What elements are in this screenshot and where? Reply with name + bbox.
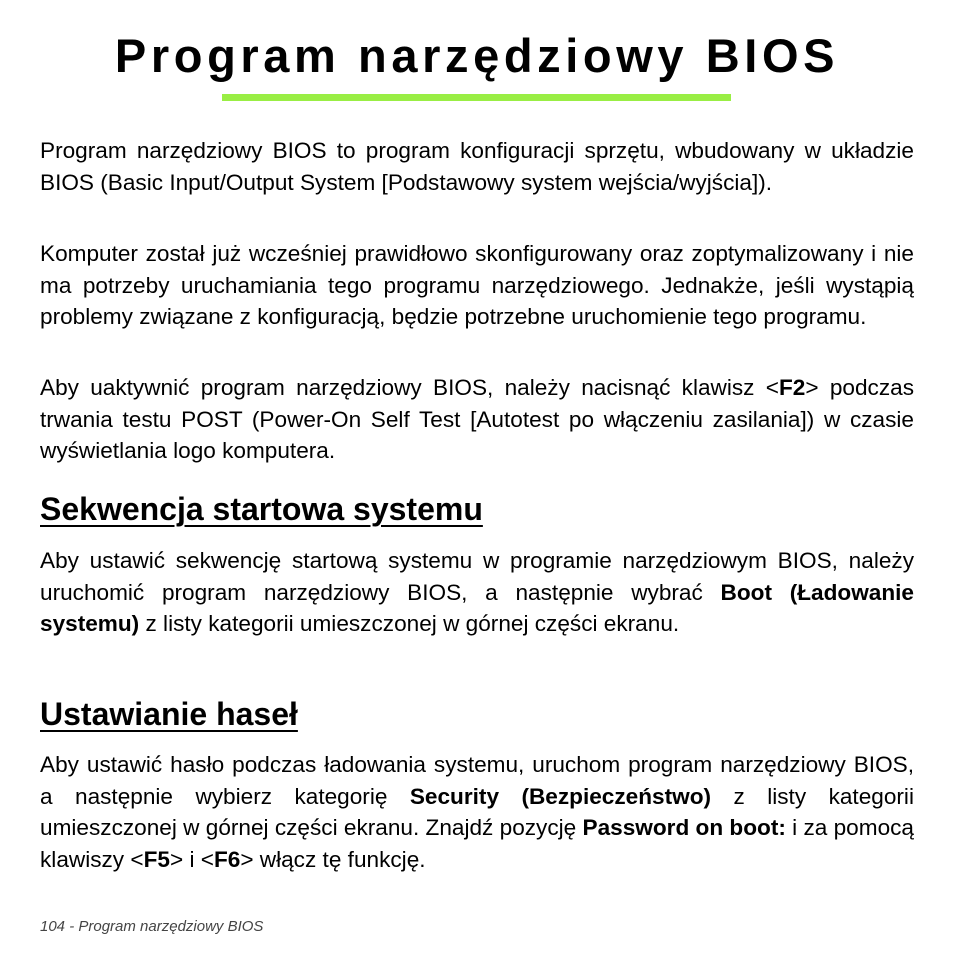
heading-boot-sequence: Sekwencja startowa systemu (40, 491, 483, 527)
password-paragraph (40, 749, 914, 875)
pw-text-b: z listy kategorii umieszczonej w górnej części ekranu. Znajdź pozycję (40, 783, 914, 840)
pw-bold-password-on-boot: Password on boot: (582, 815, 786, 840)
pw-text-c: i za pomocą klawiszy < (40, 815, 914, 872)
pw-text-d: > i < (169, 846, 214, 872)
title-underline-bar (222, 94, 731, 101)
page-footer: 104 - Program narzędziowy BIOS (40, 918, 264, 935)
boot-paragraph (40, 545, 914, 640)
boot-bold-term: Boot (Ładowanie systemu) (40, 579, 914, 636)
intro-paragraph-3 (40, 372, 914, 467)
pw-text-e: > włącz tę funkcję. (240, 846, 426, 872)
p3-text-b: > podczas trwania testu POST (Power-On Self Test [Autotest po włączeniu zasilania]) w czasie wyświetlania logo komputera. (40, 375, 915, 463)
intro-paragraph-2: Komputer został już wcześniej prawidłowo skonfigurowany oraz zoptymalizowany i nie ma potrzeby uruchamiania tego programu narzędziowego. Jednakże, jeśli wystąpią problemy związane z konfiguracją, będzie potrzebne uruchomienie tego programu. (40, 241, 914, 329)
p3-text-a: Aby uaktywnić program narzędziowy BIOS, należy nacisnąć klawisz < (40, 375, 779, 400)
pw-bold-security: Security (Bezpieczeństwo) (409, 783, 712, 809)
boot-text-a: Aby ustawić sekwencję startową systemu w programie narzędziowym BIOS, należy uruchomić program narzędziowy BIOS, a następnie wybrać (40, 548, 914, 605)
key-f6: F6 (213, 846, 241, 872)
key-f5: F5 (143, 846, 170, 872)
pw-text-a: Aby ustawić hasło podczas ładowania systemu, uruchom program narzędziowy BIOS, a następnie wybierz kategorię (40, 752, 914, 809)
key-f2: F2 (778, 375, 806, 400)
intro-paragraph-1: Program narzędziowy BIOS to program konfiguracji sprzętu, wbudowany w układzie BIOS (Basic Input/Output System [Podstawowy system wejścia/wyjścia]). (40, 138, 914, 195)
page-title: Program narzędziowy BIOS (114, 29, 840, 82)
boot-text-b: z listy kategorii umieszczonej w górnej części ekranu. (139, 611, 680, 636)
heading-passwords: Ustawianie haseł (40, 696, 298, 732)
